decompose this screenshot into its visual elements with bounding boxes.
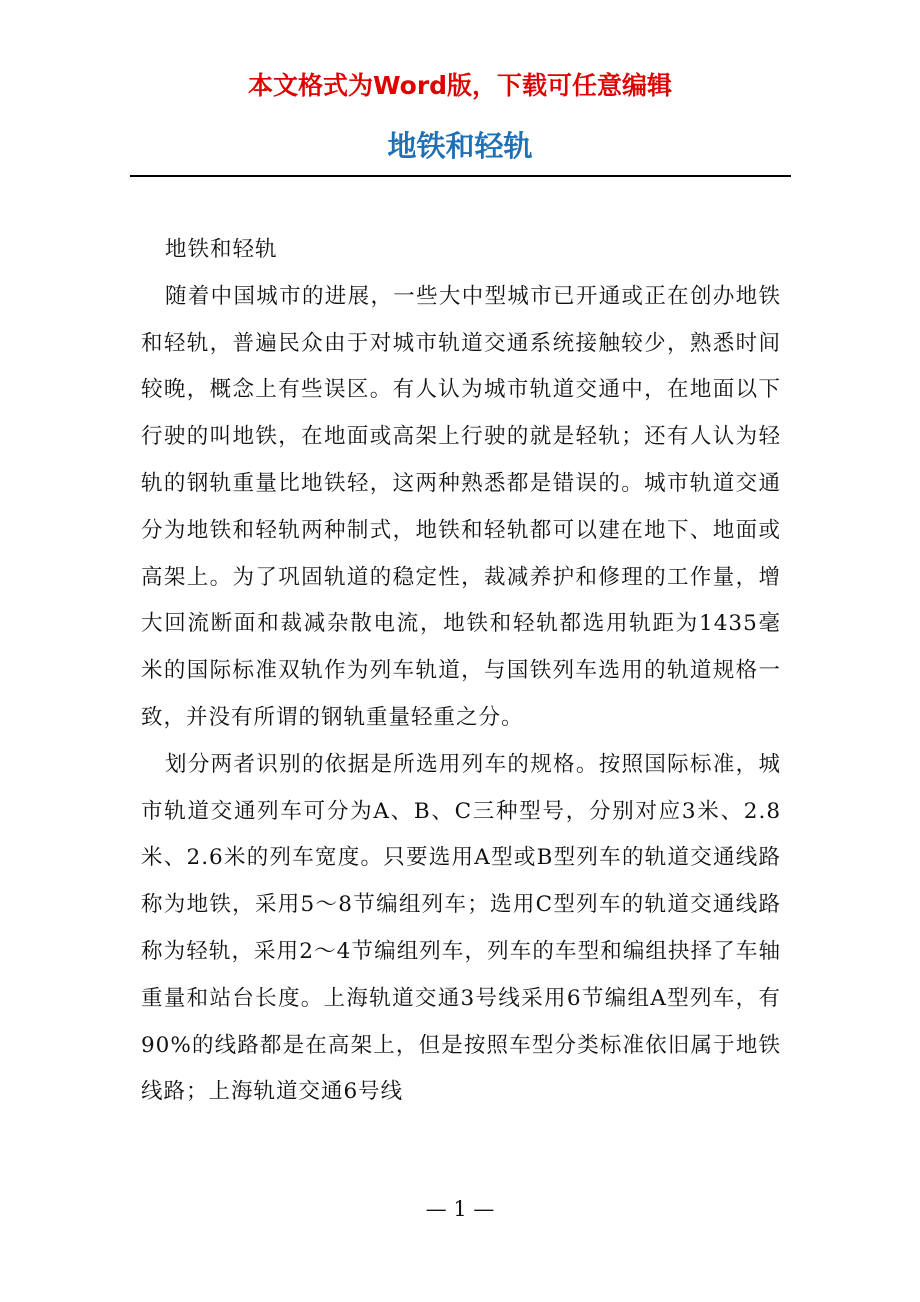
paragraph-1: 随着中国城市的进展，一些大中型城市已开通或正在创办地铁和轻轨，普遍民众由于对城市轨道交通系统接触较少，熟悉时间较晚，概念上有些误区。有人认为城市轨道交通中，在地面以下行驶的叫地铁，在地面或高架上行驶的就是轻轨；还有人认为轻轨的钢轨重量比地铁轻，这两种熟悉都是错误的。城市轨道交通分为地铁和轻轨两种制式，地铁和轻轨都可以建在地下、地面或高架上。为了巩固轨道的稳定性，裁减养护和修理的工作量，增大回流断面和裁减杂散电流，地铁和轻轨都选用轨距为1435毫米的国际标准双轨作为列车轨道，与国铁列车选用的轨道规格一致，并没有所谓的钢轨重量轻重之分。 [141, 283, 781, 730]
header-divider [130, 175, 791, 177]
document-body [141, 227, 781, 1116]
format-notice: 本文格式为Word版，下载可任意编辑 [247, 71, 673, 100]
section-heading: 地铁和轻轨 [165, 237, 278, 262]
document-title: 地铁和轻轨 [387, 129, 533, 163]
page-number: — 1 — [425, 1197, 495, 1221]
paragraph-2: 划分两者识别的依据是所选用列车的规格。按照国际标准，城市轨道交通列车可分为A、B、C三种型号，分别对应3米、2.8米、2.6米的列车宽度。只要选用A型或B型列车的轨道交通线路称为地铁，采用5～8节编组列车；选用C型列车的轨道交通线路称为轻轨，采用2～4节编组列车，列车的车型和编组抉择了车轴重量和站台长度。上海轨道交通3号线采用6节编组A型列车，有90%的线路都是在高架上，但是按照车型分类标准依旧属于地铁线路；上海轨道交通6号线 [141, 751, 781, 1105]
